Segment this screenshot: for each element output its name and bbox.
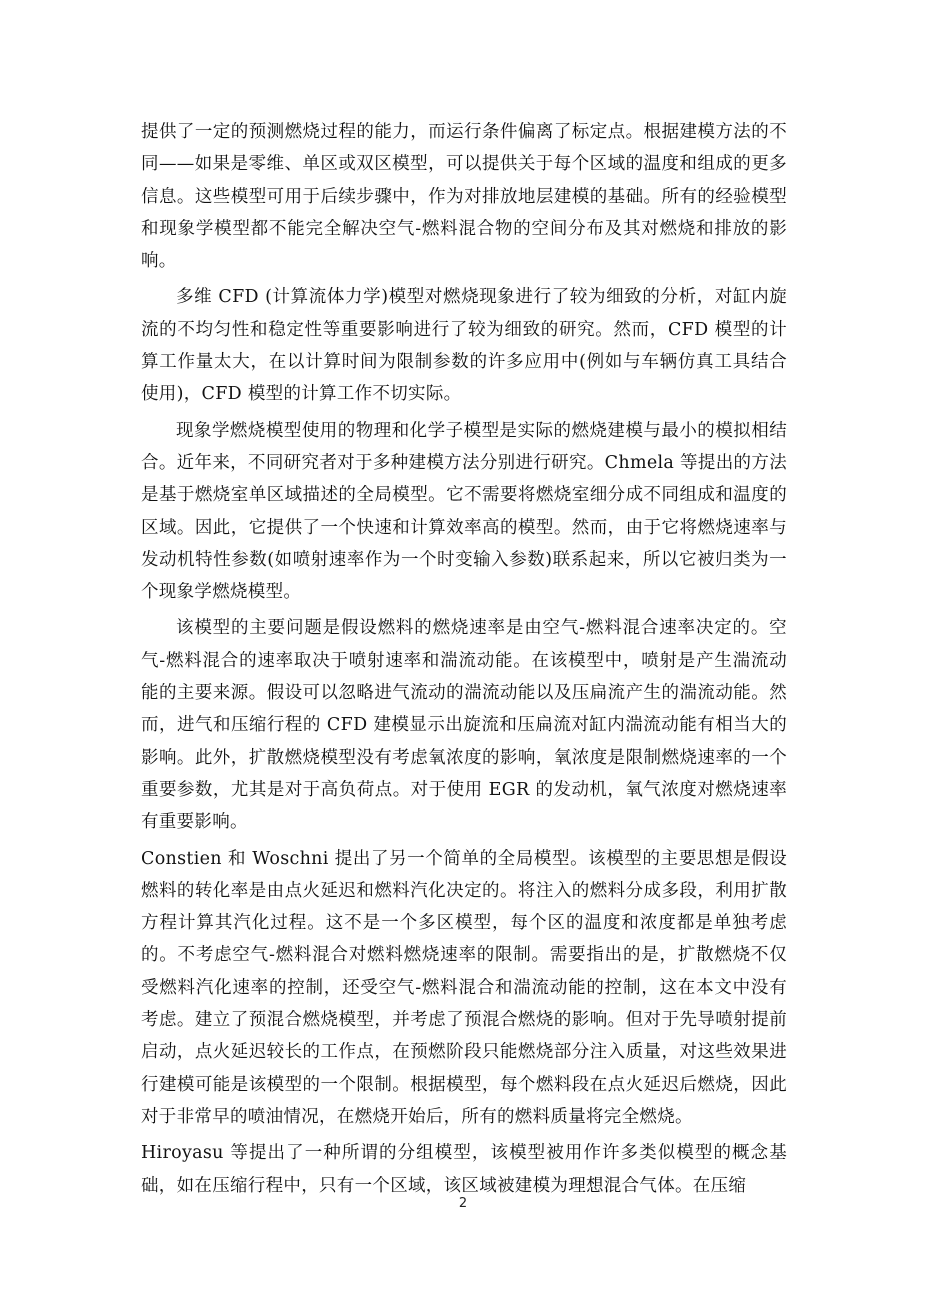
paragraph-continued: 提供了一定的预测燃烧过程的能力，而运行条件偏离了标定点。根据建模方法的不同——如果是零维、单区或双区模型，可以提供关于每个区域的温度和组成的更多信息。这些模型可用于后续步骤中，作为对排放地层建模的基础。所有的经验模型和现象学模型都不能完全解决空气-燃料混合物的空间分布及其对燃烧和排放的影响。 [141,122,787,272]
document-body [141,116,787,1206]
paragraph-constien-woschni: Constien 和 Woschni 提出了另一个简单的全局模型。该模型的主要思想是假设燃料的转化率是由点火延迟和燃料汽化决定的。将注入的燃料分成多段，利用扩散方程计算其汽化过程。这不是一个多区模型，每个区的温度和浓度都是单独考虑的。不考虑空气-燃料混合对燃料燃烧速率的限制。需要指出的是，扩散燃烧不仅受燃料汽化速率的控制，还受空气-燃料混合和湍流动能的控制，这在本文中没有考虑。建立了预混合燃烧模型，并考虑了预混合燃烧的影响。但对于先导喷射提前启动，点火延迟较长的工作点，在预燃阶段只能燃烧部分注入质量，对这些效果进行建模可能是该模型的一个限制。根据模型，每个燃料段在点火延迟后燃烧，因此对于非常早的喷油情况，在燃烧开始后，所有的燃料质量将完全燃烧。 [141,848,787,1127]
paragraph-model-problems: 该模型的主要问题是假设燃料的燃烧速率是由空气-燃料混合速率决定的。空气-燃料混合的速率取决于喷射速率和湍流动能。在该模型中，喷射是产生湍流动能的主要来源。假设可以忽略进气流动的湍流动能以及压扁流产生的湍流动能。然而，进气和压缩行程的 CFD 建模显示出旋流和压扁流对缸内湍流动能有相当大的影响。此外，扩散燃烧模型没有考虑氧浓度的影响，氧浓度是限制燃烧速率的一个重要参数，尤其是对于高负荷点。对于使用 EGR 的发动机，氧气浓度对燃烧速率有重要影响。 [141,618,787,833]
paragraph-cfd-models: 多维 CFD (计算流体力学)模型对燃烧现象进行了较为细致的分析，对缸内旋流的不均匀性和稳定性等重要影响进行了较为细致的研究。然而，CFD 模型的计算工作量太大，在以计算时间为限制参数的许多应用中(例如与车辆仿真工具结合使用)，CFD 模型的计算工作不切实际。 [141,287,787,405]
paragraph-phenomenological-models: 现象学燃烧模型使用的物理和化学子模型是实际的燃烧建模与最小的模拟相结合。近年来，不同研究者对于多种建模方法分别进行研究。Chmela 等提出的方法是基于燃烧室单区域描述的全局模型。它不需要将燃烧室细分成不同组成和温度的区域。因此，它提供了一个快速和计算效率高的模型。然而，由于它将燃烧速率与发动机特性参数(如喷射速率作为一个时变输入参数)联系起来，所以它被归类为一个现象学燃烧模型。 [141,420,787,603]
page-number: 2 [458,1196,468,1211]
paragraph-hiroyasu: Hiroyasu 等提出了一种所谓的分组模型，该模型被用作许多类似模型的概念基础，如在压缩行程中，只有一个区域，该区域被建模为理想混合气体。在压缩 [141,1143,787,1196]
